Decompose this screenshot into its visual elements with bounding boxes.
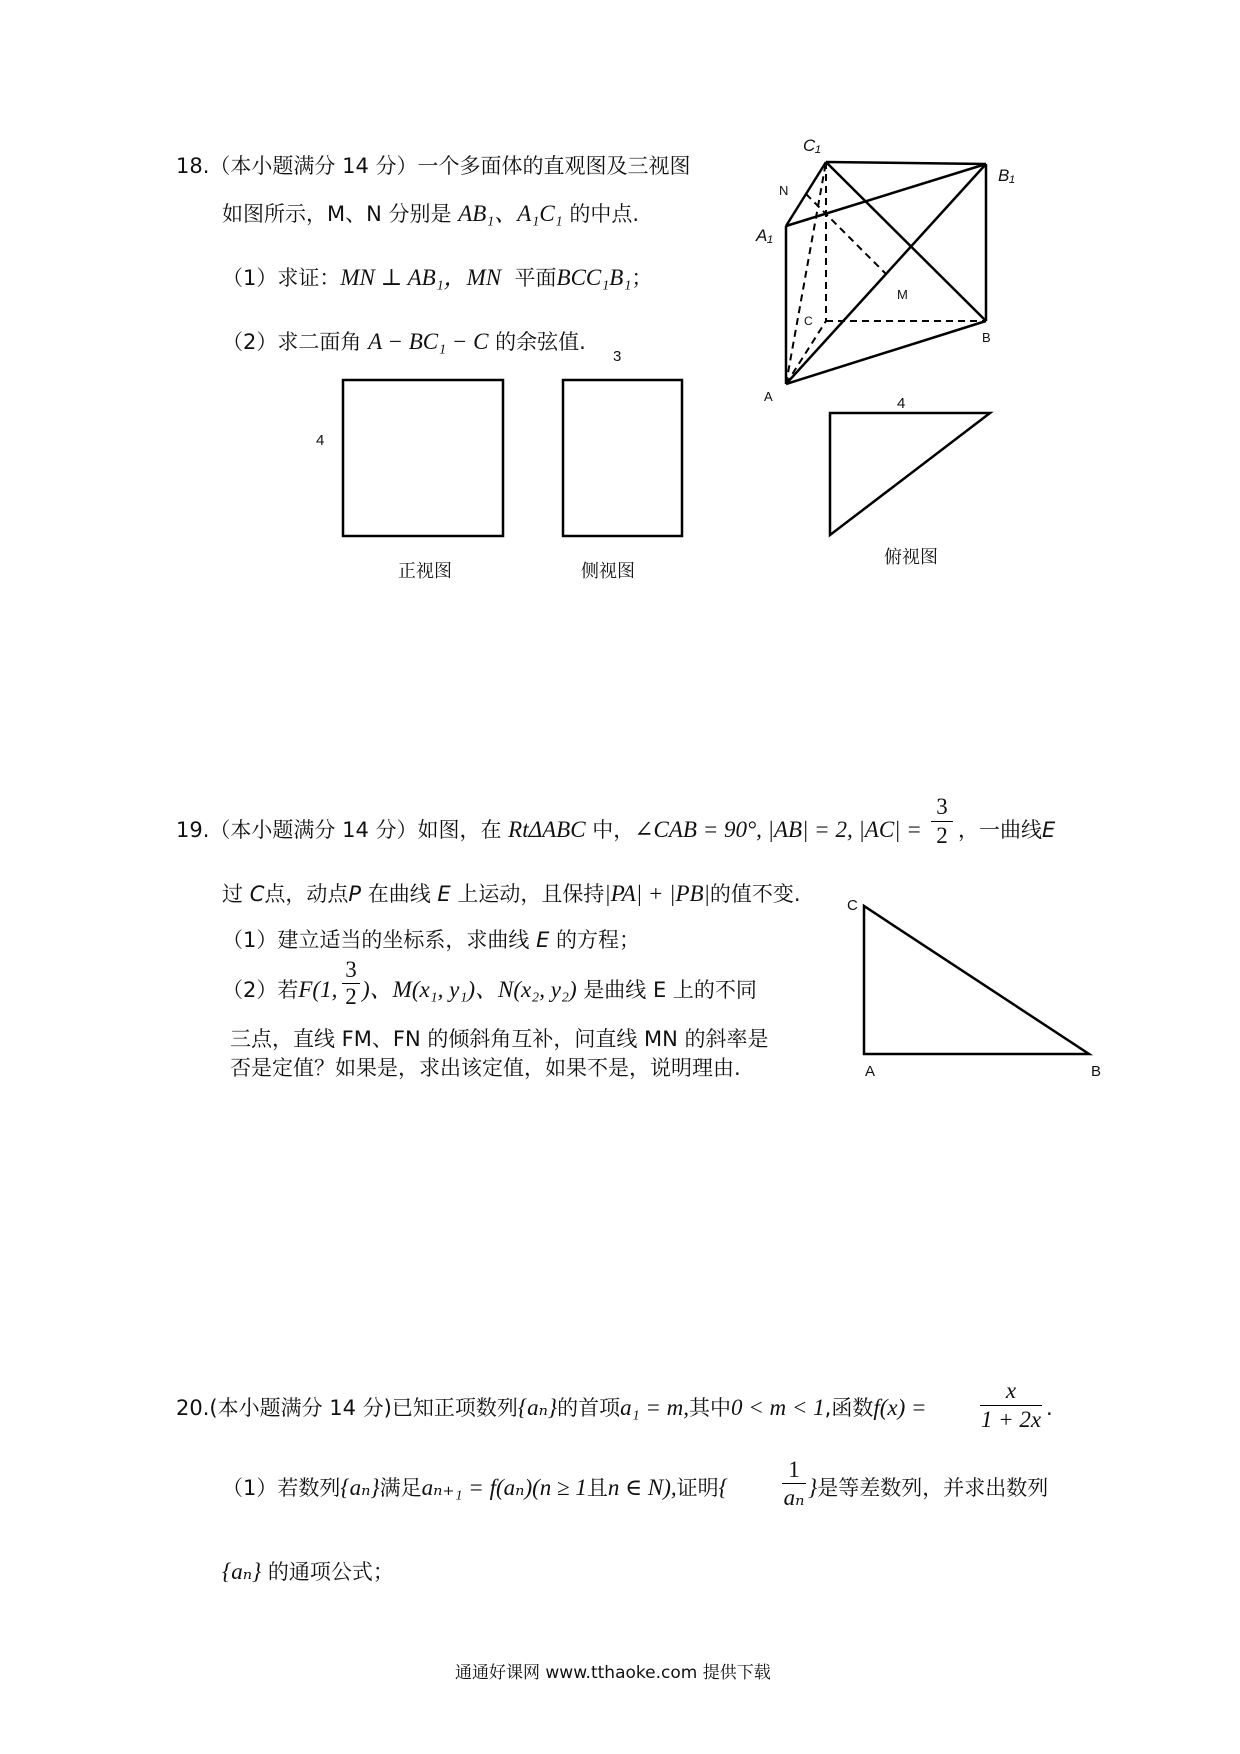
tri-label-C: C bbox=[847, 897, 858, 914]
q19-intro-math2: ∠CAB = 90°, |AB| = 2, |AC| = bbox=[634, 817, 922, 842]
q20-intro-e: 其中 bbox=[688, 1396, 731, 1420]
q20-part1-j: 是等差数列，并求出数列 bbox=[817, 1476, 1049, 1500]
tri-label-B: B bbox=[1091, 1063, 1102, 1080]
label-C: C bbox=[804, 314, 813, 328]
q20-frac-den: 1 + 2x bbox=[980, 1407, 1042, 1432]
q19-frac-num: 3 bbox=[936, 794, 948, 819]
q19-line2-d: P bbox=[348, 882, 362, 906]
q18-part1-e: ； bbox=[631, 266, 653, 290]
q18-line2-a: 如图所示，M、N 分别是 bbox=[222, 202, 452, 226]
q19-frac-den: 2 bbox=[936, 823, 948, 848]
top-view-label: 俯视图 bbox=[884, 547, 938, 568]
q20-number: 20. bbox=[176, 1396, 210, 1420]
q18-line2-math: AB₁、A₁C₁ bbox=[458, 201, 563, 226]
label-A: A bbox=[764, 389, 773, 404]
tri-label-A: A bbox=[865, 1063, 876, 1080]
label-M: M bbox=[897, 287, 908, 302]
q20-line1 bbox=[176, 1394, 927, 1422]
q19-intro-math1: RtΔABC bbox=[508, 817, 586, 842]
q18-part2-a: （2）求二面角 bbox=[222, 330, 362, 354]
q20-part1-g: 证明 bbox=[676, 1476, 719, 1500]
label-N: N bbox=[779, 183, 789, 198]
label-B1: B₁ bbox=[998, 166, 1015, 185]
q20-intro-end: . bbox=[1046, 1396, 1053, 1420]
q20-intro-a: (本小题满分 14 分)已知正项数列 bbox=[209, 1396, 518, 1420]
q19-part1-a: （1）建立适当的坐标系，求曲线 bbox=[222, 928, 530, 952]
q20-part1-line1-end bbox=[808, 1474, 1048, 1502]
q19-part2-frac-den: 2 bbox=[345, 984, 357, 1009]
q18-part2-c: 的余弦值. bbox=[495, 330, 586, 354]
q20-part1-line2 bbox=[222, 1558, 394, 1586]
q20-frac-bar bbox=[980, 1405, 1042, 1406]
q20-part1-a: （1）若数列 bbox=[222, 1476, 341, 1500]
q19-line2-c: 点，动点 bbox=[264, 882, 349, 906]
q19-part1-c: 的方程； bbox=[556, 928, 641, 952]
q18-part1-a: （1）求证： bbox=[222, 266, 341, 290]
q19-part2-c: )、M(x₁, y₁)、N(x₂, y₂) bbox=[362, 977, 577, 1002]
q20-part1-frac-num: 1 bbox=[788, 1457, 800, 1482]
q20-intro-f: 0 < m < 1 bbox=[730, 1395, 825, 1420]
q18-number: 18. bbox=[176, 154, 210, 178]
q19-line2-i: 的值不变. bbox=[709, 882, 801, 906]
q20-intro-g: ,函数 bbox=[824, 1396, 874, 1420]
q20-part1-d: aₙ₊₁ = f(aₙ)(n ≥ 1 bbox=[421, 1475, 587, 1500]
label-B: B bbox=[982, 330, 991, 345]
q19-line2-f: E bbox=[437, 882, 451, 906]
q19-intro-a: （本小题满分 14 分）如图，在 bbox=[209, 818, 502, 842]
q20-part1-c: 满足 bbox=[379, 1476, 422, 1500]
q18-part2-math: A − BC₁ − C bbox=[368, 329, 489, 354]
page-footer: 通通好课网 www.tthaoke.com 提供下载 bbox=[455, 1663, 771, 1683]
q19-part2-frac-num: 3 bbox=[345, 957, 357, 982]
q20-part1-f: n ∈ N), bbox=[607, 1475, 677, 1500]
q19-line2-g: 上运动，且保持 bbox=[457, 882, 605, 906]
side-view-label: 侧视图 bbox=[581, 561, 635, 582]
q18-part1-c: 平面 bbox=[514, 266, 557, 290]
q20-part1-b: {aₙ} bbox=[340, 1475, 380, 1500]
q19-line2-a: 过 bbox=[222, 882, 243, 906]
q19-intro-f: E bbox=[1042, 818, 1056, 842]
q19-intro-c: 中， bbox=[592, 818, 635, 842]
q20-part1-fraction bbox=[782, 1457, 806, 1510]
triangle-ABC bbox=[864, 906, 1089, 1054]
q19-line2-e: 在曲线 bbox=[367, 882, 431, 906]
q19-line2-math: |PA| + |PB| bbox=[604, 881, 710, 906]
front-view-height-dim: 4 bbox=[316, 432, 325, 449]
q20-fraction bbox=[980, 1378, 1042, 1433]
q20-part1-line2-a: {aₙ} bbox=[222, 1559, 262, 1584]
q19-intro-e: ，一曲线 bbox=[958, 818, 1042, 842]
q20-part1-h: { bbox=[718, 1475, 728, 1500]
label-C1: C₁ bbox=[803, 136, 821, 155]
q20-intro-b: {aₙ} bbox=[517, 1395, 558, 1420]
q18-intro: （本小题满分 14 分）一个多面体的直观图及三视图 bbox=[209, 154, 691, 178]
label-A1: A₁ bbox=[756, 226, 773, 245]
q20-part1-frac-bar bbox=[782, 1483, 806, 1484]
q20-part1-line1 bbox=[222, 1474, 728, 1502]
q20-intro-c: 的首项 bbox=[557, 1396, 621, 1420]
side-view-width-dim: 3 bbox=[613, 348, 622, 365]
q20-part1-e: 且 bbox=[586, 1476, 608, 1500]
q20-intro-d: a₁ = m, bbox=[620, 1395, 689, 1420]
q19-part2-line2: 三点，直线 FM、FN 的倾斜角互补，问直线 MN 的斜率是 bbox=[230, 1027, 769, 1051]
q19-part2-a: （2）若 bbox=[222, 978, 299, 1002]
q18-part1-math1: MN ⊥ AB₁，MN bbox=[340, 265, 502, 290]
q19-line2-b: C bbox=[249, 882, 265, 906]
q19-number: 19. bbox=[176, 818, 210, 842]
q19-part2-d: 是曲线 E 上的不同 bbox=[583, 978, 757, 1002]
q19-part2-line3: 否是定值？如果是，求出该定值，如果不是，说明理由. bbox=[230, 1056, 741, 1080]
q18-part1-math2: BCC₁B₁ bbox=[556, 265, 632, 290]
q20-frac-num: x bbox=[1005, 1378, 1017, 1403]
q20-intro-h: f(x) = bbox=[873, 1395, 927, 1420]
q19-part2-b: F(1, bbox=[298, 977, 338, 1002]
top-view-width-dim: 4 bbox=[897, 395, 906, 412]
q18-line2-c: 的中点. bbox=[569, 202, 640, 226]
front-view-label: 正视图 bbox=[398, 561, 452, 582]
q20-part1-frac-den: aₙ bbox=[783, 1485, 805, 1510]
q20-part1-line2-b: 的通项公式； bbox=[267, 1560, 394, 1584]
q20-part1-i: } bbox=[808, 1475, 818, 1500]
q19-part1-b: E bbox=[536, 928, 550, 952]
